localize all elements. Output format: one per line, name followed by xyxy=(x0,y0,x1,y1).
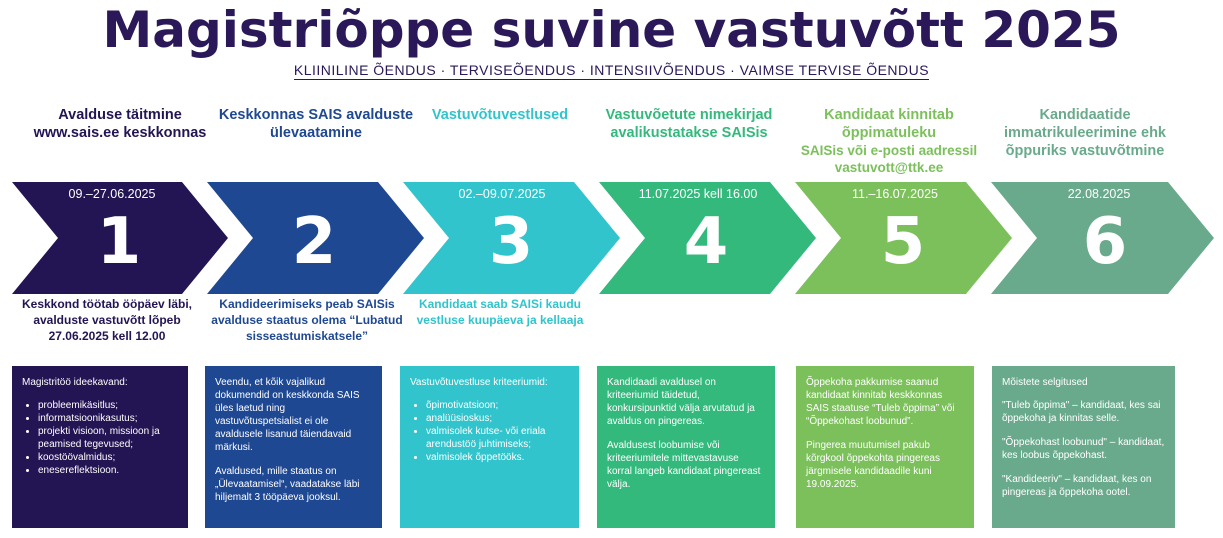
list-item: • valmisolek õppetööks. xyxy=(426,451,569,464)
step-2-heading: Keskkonnas SAIS avalduste ülevaatamine xyxy=(218,107,414,141)
box-3-list xyxy=(410,399,569,464)
step-5-number: 5 xyxy=(880,205,926,279)
step-1-heading: Avalduse täitmine www.sais.ee keskkonnas xyxy=(33,107,207,141)
specialties-list: KLIINILINE ÕENDUS · TERVISEÕENDUS · INTENSIIVÕENDUS · VAIMSE TERVISE ÕENDUS xyxy=(293,62,930,78)
list-item: • analüüsioskus; xyxy=(426,412,569,425)
step-6-heading: Kandidaatide immatrikuleerimine ehk õppuriks vastuvõtmine xyxy=(1004,107,1166,159)
info-box-2 xyxy=(205,366,382,528)
step-4-number: 4 xyxy=(683,205,729,279)
list-item: • koostöövalmidus; xyxy=(38,451,178,464)
box-5-paragraph-2: Pingerea muutumisel pakub kõrgkool õppekohta pingereas järgmisele kandidaadile kuni 19.09.2025. xyxy=(806,440,940,490)
list-item: • projekti visioon, missioon ja peamised tegevused; xyxy=(38,425,178,451)
step-3-note: Kandidaat saab SAISi kaudu vestluse kuupäeva ja kellaaja xyxy=(416,297,584,327)
step-6-date: 22.08.2025 xyxy=(1067,187,1131,201)
info-box-4 xyxy=(597,366,775,528)
box-2-paragraph-1: Veendu, et kõik vajalikud dokumendid on keskkonda SAIS üles laetud ning vastuvõtuspetsialist ei ole avaldusele lisanud täiendavaid märkusi. xyxy=(215,377,360,453)
box-4-paragraph-1: Kandidaadi avaldusel on kriteeriumid täidetud, konkursipunktid välja arvutatud ja avaldus on pingereas. xyxy=(607,377,755,427)
step-6-number: 6 xyxy=(1082,205,1128,279)
step-5-heading-main: Kandidaat kinnitab õppimatuleku xyxy=(824,107,954,141)
step-1-date: 09.–27.06.2025 xyxy=(68,187,156,201)
info-box-3 xyxy=(400,366,579,528)
step-2-note: Kandideerimiseks peab SAISis avalduse staatus olema “Lubatud sisseastumiskatsele” xyxy=(211,297,403,343)
step-3-date: 02.–09.07.2025 xyxy=(458,187,546,201)
box-6-paragraph-2: "Õppekohast loobunud" – kandidaat, kes loobus õppekohast. xyxy=(1002,437,1165,461)
info-box-6 xyxy=(992,366,1175,528)
step-5-date: 11.–16.07.2025 xyxy=(852,187,938,201)
box-6-heading: Mõistete selgitused xyxy=(1002,377,1088,388)
step-3-number: 3 xyxy=(488,205,534,279)
info-box-5 xyxy=(796,366,974,528)
page-title: Magistriõppe suvine vastuvõtt 2025 xyxy=(102,1,1121,59)
step-4-date: 11.07.2025 kell 16.00 xyxy=(638,187,758,201)
box-3-heading: Vastuvõtuvestluse kriteeriumid: xyxy=(410,377,548,388)
box-6-paragraph-3: "Kandideeriv" – kandidaat, kes on pingereas ja õppekoha ootel. xyxy=(1002,474,1152,498)
list-item: • informatsioonikasutus; xyxy=(38,412,178,425)
step-5-heading-sub: SAISis või e-posti aadressil vastuvott@ttk.ee xyxy=(800,143,978,175)
list-item: • õpimotivatsioon; xyxy=(426,399,569,412)
step-5-heading xyxy=(791,106,987,176)
step-1-number: 1 xyxy=(96,205,142,279)
step-3-heading: Vastuvõtuvestlused xyxy=(431,107,569,123)
list-item: • valmisolek kutse- või eriala arendustöö juhtimiseks; xyxy=(426,425,569,451)
box-4-paragraph-2: Avaldusest loobumise või kriteeriumitele mittevastavuse korral langeb kandidaat pingereast välja. xyxy=(607,440,761,490)
step-2-number: 2 xyxy=(291,205,337,279)
box-5-paragraph-1: Õppekoha pakkumise saanud kandidaat kinnitab keskkonnas SAIS staatuse “Tuleb õppima” või “Õppekohast loobunud”. xyxy=(806,377,955,427)
box-1-heading: Magistritöö ideekavand: xyxy=(22,377,128,388)
step-1-note: Keskkond töötab ööpäev läbi, avalduste vastuvõtt lõpeb 27.06.2025 kell 12.00 xyxy=(21,297,193,343)
box-2-paragraph-2: Avaldused, mille staatus on „Ülevaatamisel“, vaadatakse läbi hiljemalt 3 tööpäeva jooksul. xyxy=(215,466,360,503)
list-item: • enesereflektsioon. xyxy=(38,464,178,477)
box-1-list xyxy=(22,399,178,477)
info-box-1 xyxy=(12,366,188,528)
list-item: • probleemikäsitlus; xyxy=(38,399,178,412)
page-subtitle xyxy=(0,62,1223,78)
box-6-paragraph-1: "Tuleb õppima" – kandidaat, kes sai õppekoha ja kinnitas selle. xyxy=(1002,400,1161,424)
step-4-heading: Vastuvõetute nimekirjad avalikustatakse SAISis xyxy=(605,107,773,141)
